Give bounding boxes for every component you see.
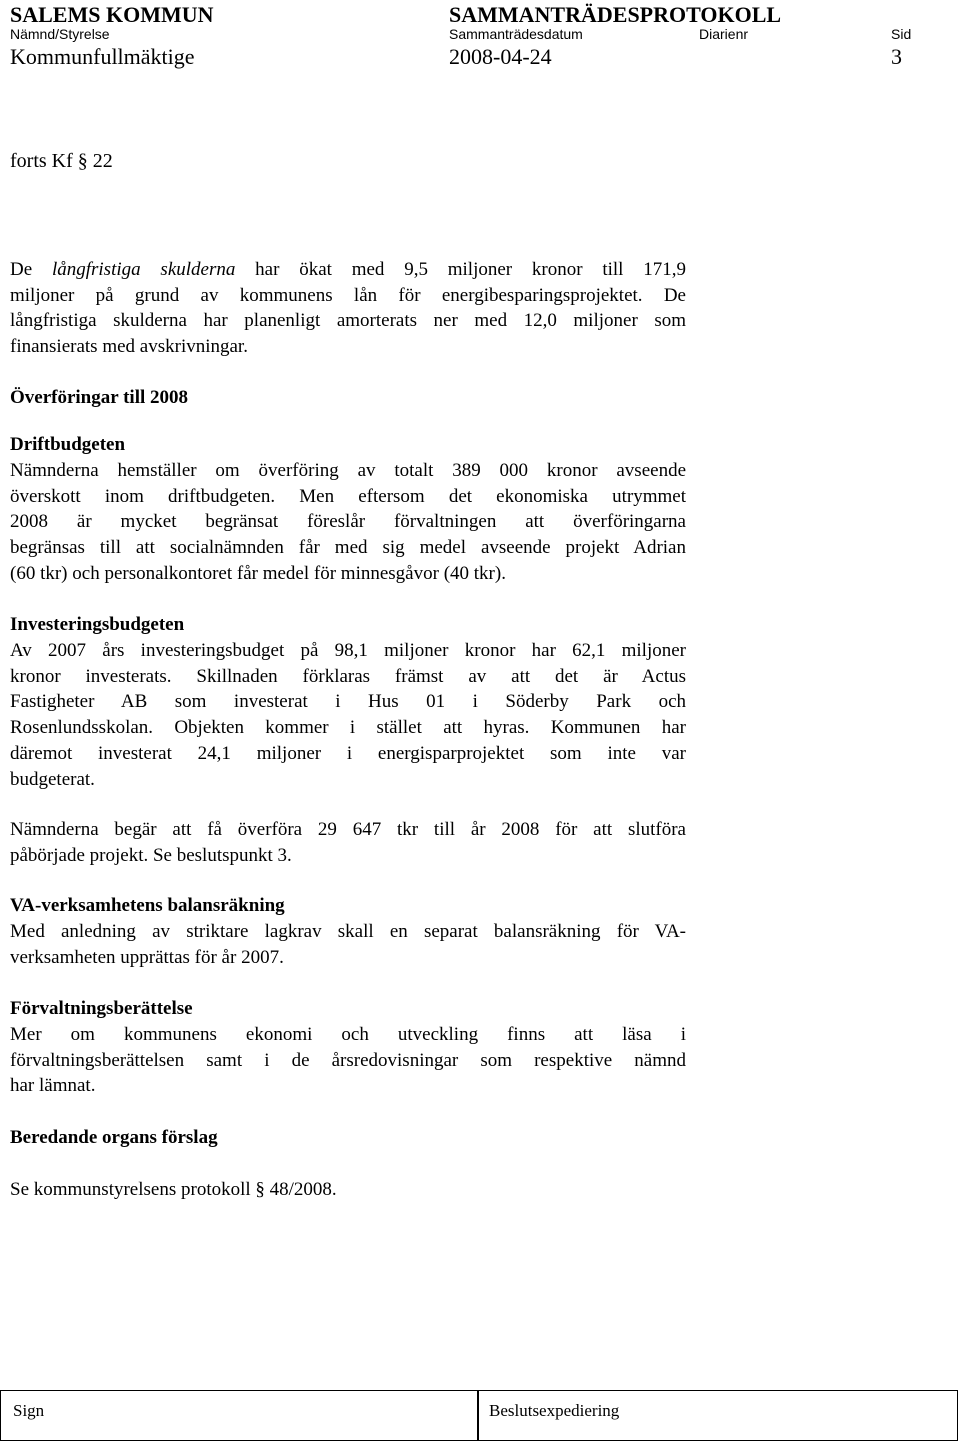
signature-footer (0, 1390, 958, 1441)
drift-line: Nämnderna hemställer om överföring av totalt 389 000 kronor avseende (10, 460, 686, 481)
report-line: Mer om kommunens ekonomi och utveckling finns att läsa i (10, 1024, 686, 1045)
invest-line: Av 2007 års investeringsbudget på 98,1 miljoner kronor har 62,1 miljoner (10, 640, 686, 661)
reg-no-label: Diarienr (699, 26, 749, 42)
intro-paragraph (10, 257, 686, 360)
request-paragraph (10, 817, 686, 868)
invest-line: budgeterat. (10, 768, 95, 790)
invest-line: Rosenlundsskolan. Objekten kommer i stället att hyras. Kommunen har (10, 717, 686, 739)
drift-line: överskott inom driftbudgeten. Men eftersom det ekonomiska utrymmet (10, 485, 686, 507)
board-label: Nämnd/Styrelse (10, 26, 110, 42)
invest-paragraph (10, 638, 686, 792)
report-line: har lämnat. (10, 1075, 96, 1097)
invest-line: Fastigheter AB som investerat i Hus 01 i Söderby Park och (10, 691, 686, 713)
va-paragraph (10, 919, 686, 970)
intro-lead-italic: långfristiga skulderna (51, 259, 236, 280)
intro-line-1 (10, 257, 686, 283)
invest-line: däremot investerat 24,1 miljoner i energisparprojektet som inte var (10, 742, 686, 764)
intro-line-4: finansierats med avskrivningar. (10, 336, 248, 358)
drift-line: (60 tkr) och personalkontoret får medel för minnesgåvor (40 tkr). (10, 562, 506, 584)
va-line: verksamheten upprättas för år 2007. (10, 946, 284, 968)
report-heading: Förvaltningsberättelse (10, 998, 193, 1019)
board-value: Kommunfullmäktige (10, 44, 195, 69)
drift-line: begränsas till att socialnämnden får med sig medel avseende projekt Adrian (10, 537, 686, 559)
invest-line: kronor investerats. Skillnaden förklaras främst av att det är Actus (10, 665, 686, 687)
request-line: Nämnderna begär att få överföra 29 647 tkr till år 2008 för att slutföra (10, 819, 686, 840)
prep-heading: Beredande organs förslag (10, 1127, 218, 1148)
intro-lead: De (10, 259, 33, 280)
meeting-date-label: Sammanträdesdatum (449, 26, 583, 42)
prep-text: Se kommunstyrelsens protokoll § 48/2008. (10, 1179, 337, 1200)
section-reference: forts Kf § 22 (10, 150, 113, 172)
intro-line-1-rest: har ökat med 9,5 miljoner kronor till 171,9 (255, 259, 686, 280)
report-paragraph (10, 1022, 686, 1099)
sign-label: Sign (13, 1401, 45, 1420)
invest-heading: Investeringsbudgeten (10, 614, 185, 635)
footer-divider (477, 1391, 479, 1440)
drift-heading: Driftbudgeten (10, 434, 126, 455)
intro-line-3: långfristiga skulderna har planenligt amorterats ner med 12,0 miljoner som (10, 310, 686, 332)
drift-line: 2008 är mycket begränsat föreslår förvaltningen att överföringarna (10, 511, 686, 533)
dispatch-label: Beslutsexpediering (489, 1401, 620, 1420)
va-line: Med anledning av striktare lagkrav skall en separat balansräkning för VA- (10, 921, 686, 942)
page-label: Sid (891, 26, 912, 42)
transfers-title: Överföringar till 2008 (10, 387, 189, 408)
va-heading: VA-verksamhetens balansräkning (10, 895, 285, 916)
report-line: förvaltningsberättelsen samt i de årsredovisningar som respektive nämnd (10, 1049, 686, 1071)
page-number: 3 (891, 44, 902, 69)
request-line: påbörjade projekt. Se beslutspunkt 3. (10, 844, 292, 866)
org-name: SALEMS KOMMUN (10, 2, 214, 27)
intro-line-2: miljoner på grund av kommunens lån för energibesparingsprojektet. De (10, 284, 686, 306)
doc-type: SAMMANTRÄDESPROTOKOLL (449, 2, 782, 27)
meeting-date-value: 2008-04-24 (449, 44, 552, 69)
drift-paragraph (10, 458, 686, 587)
